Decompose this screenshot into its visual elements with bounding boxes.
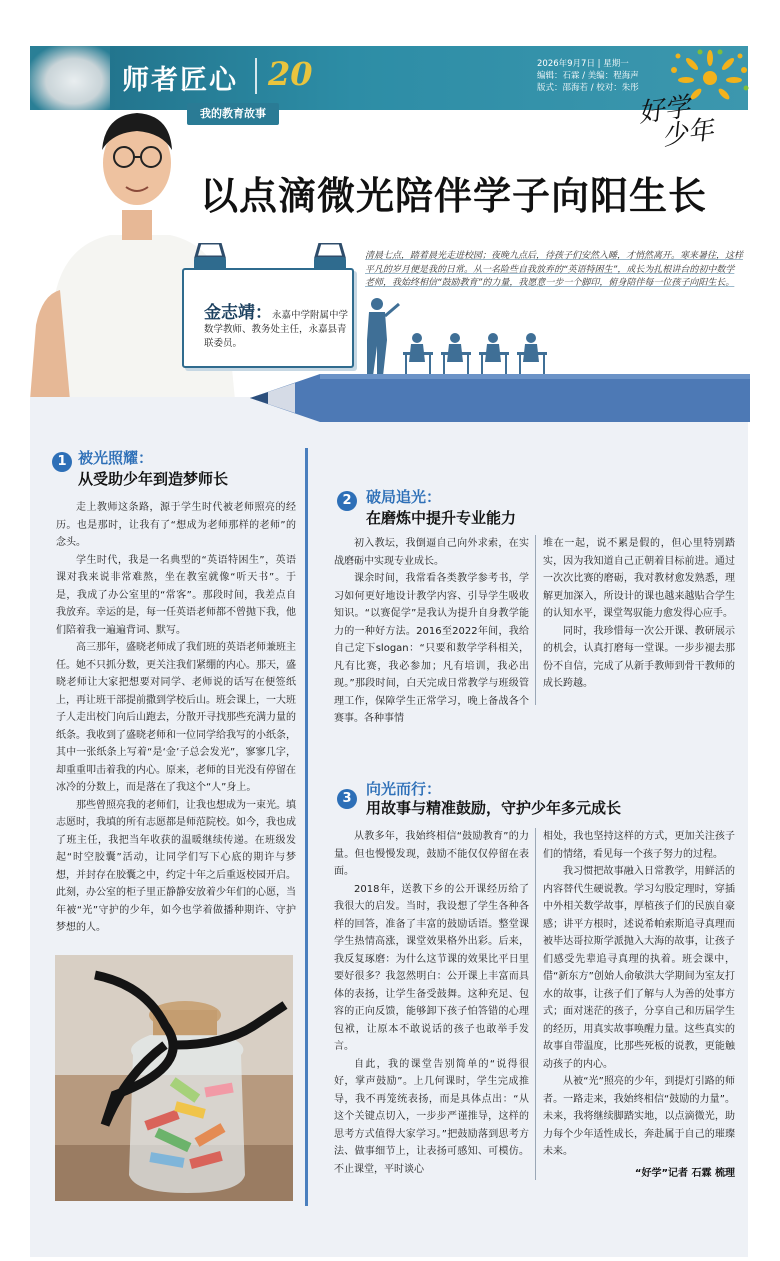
section-2-body-left [334, 535, 529, 728]
paragraph: 高三那年，盛晓老师成了我们班的英语老师兼班主任。她不只抓分数，更关注我们紧绷的内心。那天，盛晓老师让大家把想要对同学、老师说的话写在便签纸上，再让班干部提前撒到学校后山。班会课上，一大班子人走出校门向后山跑去，分散开寻找那些充满力量的纸条。我收到了盛晓老师和一位同学给我写的小纸条，其中一张纸条上写着“是‘金’子总会发光”，寥寥几字，却重重叩击着我的内心。原来，老师的目光没有停留在冰冷的分数上，而是落在了我这个“人”身上。 [56, 642, 296, 793]
paragraph: 相处，我也坚持这样的方式，更加关注孩子们的情绪，看见每一个孩子努力的过程。 [543, 831, 735, 860]
paragraph: 我习惯把故事融入日常教学，用鲜活的内容替代生硬说教。学习勾股定理时，穿插中外相关数学故事，厚植孩子们的民族自豪感；讲平方根时，述说希帕索斯追寻真理而被毕达哥拉斯学派抛入大海的故事，让孩子们感受先辈追寻真理的执着。班会课中，借“新东方”创始人俞敏洪大学期间为室友打水的故事，让孩子们了解与人为善的处事方式；面对迷茫的孩子，分享自己和历届学生的经历，用真实故事唤醒力量。这些真实的故事自带温度，比那些死板的说教，更能触动孩子的内心。 [543, 866, 735, 1070]
logo-text [637, 91, 716, 153]
column-separator-line [535, 828, 536, 1180]
time-capsule-jar-photo [55, 955, 293, 1201]
column-separator [255, 58, 257, 94]
paragraph: 同时，我珍惜每一次公开课、教研展示的机会，认真打磨每一堂课。一步步褪去那份不自信，完成了从新手教师到骨干教师的成长跨越。 [543, 625, 735, 689]
section-2-title: 破局追光： [366, 488, 442, 506]
paragraph: 初入教坛，我倒逼自己向外求索，在实战磨砺中实现专业成长。 [334, 538, 529, 567]
paragraph: 走上教师这条路，源于学生时代被老师照亮的经历。也是那时，让我有了“想成为老师那样的老师”的念头。 [56, 502, 296, 548]
column-title: 师者匠心 [122, 65, 238, 96]
teacher-name: 金志靖： [204, 303, 272, 323]
section-tag: 我的教育故事 [187, 103, 279, 125]
paragraph: 学生时代，我是一名典型的“英语特困生”，英语课对我来说非常难熬，坐在教室就像“听天书”。于是，我成了办公室里的“常客”。那段时间，我差点自我放弃。幸运的是，每一任英语老师都不曾抛下我，他们陪着我一遍遍背词、默写。 [56, 554, 296, 636]
article-intro: 清晨七点，踏着晨光走进校园；夜晚九点后，待孩子们安然入睡，才悄然离开。寒来暑往，这样平凡的岁月便是我的日常。从一名险些自我放弃的“英语特困生”，成长为扎根讲台的初中数学老师，我始终相信“鼓励教育”的力量，我愿意一步一个脚印，俯身陪伴每一位孩子向阳生长。 [365, 251, 744, 288]
section-3-title: 向光而行： [366, 780, 442, 798]
paragraph: 自此，我的课堂告别简单的“说得很好，掌声鼓励”。上几何课时，学生完成推导，我不再笼统表扬，而是具体点出：“从这个关键点切入，一步步严谨推导，这样的思考方式值得大家学习。”把鼓励落到思考方法、做事细节上，让表扬可感知、可模仿。不止课堂，平时谈心 [334, 1058, 529, 1175]
page-meta [537, 58, 639, 94]
paragraph: 课余时间，我常看各类教学参考书，学习如何更好地设计教学内容、引导学生吸收知识。“以赛促学”是我认为提升自身教学能力的一种好方法。2016至2022年间，我给自己定下slogan：“只要和数学学科相关，凡有比赛，我必参加；凡有培训，我必出现。”那段时间，白天完成日常教学与班级管理工作，保障学生正常学习，晚上备战各个赛事。各种事情 [334, 573, 529, 724]
section-1-subtitle: 从受助少年到造梦师长 [78, 470, 229, 488]
section-1-number: 1 [52, 452, 72, 472]
section-1-body [56, 499, 296, 937]
teacher-bio-text: 永嘉中学附属中学数学教师、教务处主任，永嘉县青联委员。 [204, 310, 349, 349]
section-2-body-right [543, 535, 735, 693]
meta-date: 2026年9月7日 | 星期一 [537, 59, 629, 69]
section-3-subtitle: 用故事与精准鼓励，守护少年多元成长 [366, 799, 622, 817]
paragraph: 2018年，送教下乡的公开课经历给了我很大的启发。当时，我设想了学生各种各样的回答，准备了丰富的鼓励话语。整堂课学生热情高涨，课堂效果格外出彩。后来，我反复琢磨：为什么这节课的效果比平日里要好很多？我忽然明白：公开课上丰富而具体的表扬，让学生备受鼓舞。这种充足、包容的正向反馈，能够卸下孩子怕答错的心理包袱，让原本不敢说话的孩子也敢举手发言。 [334, 883, 529, 1052]
paragraph: 那些曾照亮我的老师们，让我也想成为一束光。填志愿时，我填的所有志愿都是师范院校。如今，我也成了班主任，我把当年收获的温暖继续传递。在班级发起“时空胶囊”活动，让同学们写下心底的期许与梦想，并封存在胶囊之中，约定十年之后重返校园开启。此刻，办公室的柜子里正静静安放着少年们的心愿，当年被“光”守护的少年，如今也学着做播种期许、守护梦想的人。 [56, 799, 296, 933]
section-2-subtitle: 在磨炼中提升专业能力 [366, 509, 517, 527]
byline: “好学”记者 石霖 梳理 [634, 1168, 735, 1179]
paragraph: 从教多年，我始终相信“鼓励教育”的力量。但也慢慢发现，鼓励不能仅仅停留在表面。 [334, 831, 529, 877]
section-3-number: 3 [337, 789, 357, 809]
paragraph: 从被“光”照亮的少年，到提灯引路的师者。一路走来，我始终相信“鼓励的力量”。未来，我将继续脚踏实地，以点滴微光，助力每个少年适性成长，奔赴属于自己的璀璨未来。 [543, 1076, 735, 1157]
pencil-band-icon [250, 374, 750, 422]
headline: 以点滴微光陪伴学子向阳生长 [200, 174, 708, 218]
page-number: 20 [268, 55, 313, 93]
classroom-silhouette-icon [355, 290, 555, 376]
paragraph: 堆在一起，说不累是假的，但心里特别踏实，因为我知道自己正朝着目标前进。通过一次次比赛的磨砺，我对教材愈发熟悉，理解更加深入，所设计的课也越来越贴合学生的认知水平，课堂驾驭能力愈发得心应手。 [543, 538, 735, 619]
column-divider [305, 448, 308, 1206]
teacher-bio [204, 303, 354, 351]
section-3-body-left [334, 828, 529, 1178]
section-2-number: 2 [337, 491, 357, 511]
logo-line2: 少年 [659, 115, 716, 152]
meta-editor: 编辑：石霖 / 美编：程海声 [537, 71, 639, 81]
column-separator-line [535, 535, 536, 705]
meta-layout: 版式：邵海若 / 校对：朱彤 [537, 83, 639, 93]
logo-line1: 好学 [636, 92, 693, 129]
section-1-title: 被光照耀： [78, 449, 154, 467]
section-3-body-right [543, 828, 735, 1161]
